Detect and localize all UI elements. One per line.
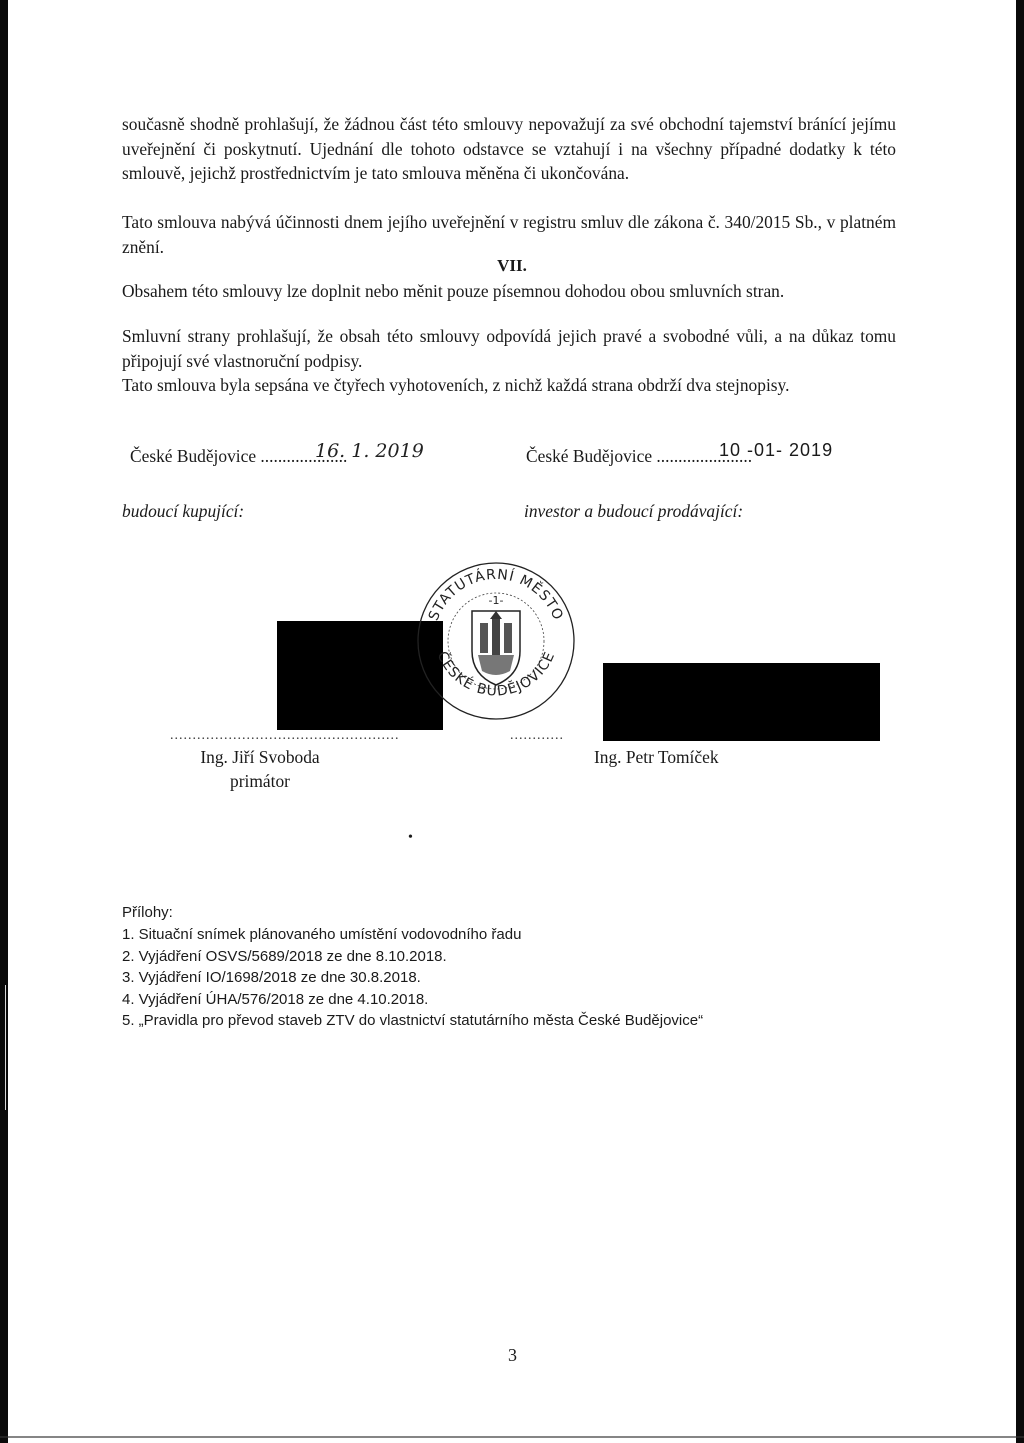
paragraph-effectiveness: Tato smlouva nabývá účinnosti dnem jejího uveřejnění v registru smluv dle zákona č. 340/2015 Sb., v platném znění. bbox=[122, 212, 896, 257]
seal-bottom-text: ČESKÉ BUDĚJOVICE bbox=[433, 649, 559, 700]
paragraph-confidentiality: současně shodně prohlašují, že žádnou část této smlouvy nepovažují za své obchodní tajemství bránící jejímu uveřejnění či poskytnutí. Ujednání dle tohoto odstavce se vztahují i na všechny případné dodatky k této smlouvě, jejichž prostřednictvím je tato smlouva měněna či ukončována. bbox=[122, 114, 896, 184]
handwritten-date: 16. 1. 2019 bbox=[315, 440, 424, 462]
paragraph-copies: Tato smlouva byla sepsána ve čtyřech vyhotoveních, z nichž každá strana obdrží dva stejnopisy. bbox=[122, 375, 790, 395]
seal-number: -1- bbox=[488, 594, 504, 607]
stamped-date: 10 -01- 2019 bbox=[719, 440, 834, 460]
signer-right bbox=[594, 745, 754, 769]
role-investor-seller: investor a budoucí prodávající: bbox=[524, 501, 744, 521]
section-heading: VII. bbox=[497, 256, 527, 275]
signer-left bbox=[190, 745, 330, 793]
signer-left-title: primátor bbox=[230, 771, 290, 791]
place-right: České Budějovice bbox=[526, 446, 653, 466]
attachments-list bbox=[122, 924, 703, 1032]
signer-right-name: Ing. Petr Tomíček bbox=[594, 747, 719, 767]
date-dots-right: ...................... bbox=[656, 446, 753, 466]
list-item: 4. Vyjádření ÚHA/576/2018 ze dne 4.10.2018. bbox=[122, 990, 429, 1008]
signer-left-name: Ing. Jiří Svoboda bbox=[200, 747, 320, 767]
place-left: České Budějovice bbox=[130, 446, 257, 466]
list-item: 2. Vyjádření OSVS/5689/2018 ze dne 8.10.2018. bbox=[122, 947, 447, 965]
redacted-signature-right bbox=[603, 663, 880, 741]
scan-bottom-line bbox=[0, 1436, 1024, 1438]
paragraph-amendments: Obsahem této smlouvy lze doplnit nebo měnit pouze písemnou dohodou obou smluvních stran. bbox=[122, 281, 785, 301]
signature-line-right: ............ bbox=[510, 728, 564, 743]
scan-edge-line bbox=[5, 985, 6, 1110]
stray-mark: • bbox=[408, 830, 413, 845]
attachments-title: Přílohy: bbox=[122, 904, 173, 921]
seal-top-text: STATUTÁRNÍ MĚSTO bbox=[425, 566, 567, 624]
city-seal-stamp bbox=[406, 549, 586, 724]
list-item: 3. Vyjádření IO/1698/2018 ze dne 30.8.2018. bbox=[122, 969, 421, 986]
list-item: 5. „Pravidla pro převod staveb ZTV do vlastnictví statutárního města České Budějovice“ bbox=[122, 1012, 704, 1029]
signature-line-left: ................................................... bbox=[170, 728, 400, 743]
role-buyer: budoucí kupující: bbox=[122, 501, 245, 521]
paragraph-declaration: Smluvní strany prohlašují, že obsah této smlouvy odpovídá jejich pravé a svobodné vůli, a na důkaz tomu připojují své vlastnoruční podpisy. bbox=[122, 326, 896, 371]
date-dots-left: .................... bbox=[260, 446, 348, 466]
page-number: 3 bbox=[508, 1345, 517, 1365]
coat-of-arms-icon bbox=[472, 611, 520, 685]
list-item: 1. Situační snímek plánovaného umístění vodovodního řadu bbox=[122, 926, 522, 943]
